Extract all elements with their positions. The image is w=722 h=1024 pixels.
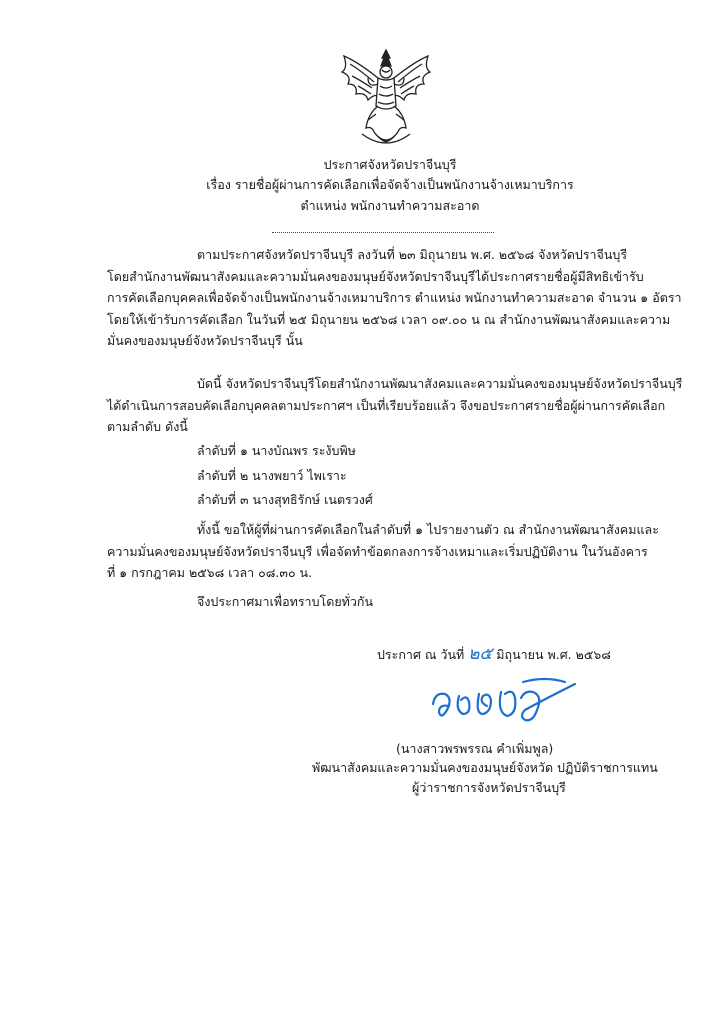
paragraph-line: โดยให้เข้ารับการคัดเลือก ในวันที่ ๒๕ มิถุนายน ๒๕๖๘ เวลา ๐๙.๐๐ น ณ สำนักงานพัฒนาสังคมและความ: [107, 311, 671, 327]
paragraph-line: ตามประกาศจังหวัดปราจีนบุรี ลงวันที่ ๒๓ มิถุนายน พ.ศ. ๒๕๖๘ จังหวัดปราจีนบุรี: [197, 247, 628, 262]
announcement-title: ประกาศจังหวัดปราจีนบุรี: [323, 157, 457, 172]
paragraph-1: [107, 244, 682, 352]
announcement-date: [377, 645, 611, 664]
paragraph-line: ได้ดำเนินการสอบคัดเลือกบุคคลตามประกาศฯ เป็นที่เรียบร้อยแล้ว จึงขอประกาศรายชื่อผู้ผ่านการคัดเลือก: [107, 397, 666, 413]
header-divider: [272, 232, 494, 233]
signer-role: ผู้ว่าราชการจังหวัดปราจีนบุรี: [412, 780, 566, 795]
garuda-emblem-icon: [338, 48, 434, 150]
paragraph-line: ทั้งนี้ ขอให้ผู้ที่ผ่านการคัดเลือกในลำดับที่ ๑ ไปรายงานตัว ณ สำนักงานพัฒนาสังคมและ: [197, 522, 659, 537]
paragraph-line: โดยสำนักงานพัฒนาสังคมและความมั่นคงของมนุษย์จังหวัดปราจีนบุรีได้ประกาศรายชื่อผู้มีสิทธิเข้ารับ: [107, 268, 644, 284]
date-prefix: ประกาศ ณ วันที่: [377, 647, 465, 662]
paragraph-line: การคัดเลือกบุคคลเพื่อจัดจ้างเป็นพนักงานจ้างเหมาบริการ ตำแหน่ง พนักงานทำความสะอาด จำนวน ๑ อัตรา: [107, 290, 682, 305]
paragraph-line: ที่ ๑ กรกฎาคม ๒๕๖๘ เวลา ๐๘.๓๐ น.: [107, 565, 313, 580]
paragraph-3: [107, 519, 659, 584]
date-suffix: มิถุนายน พ.ศ. ๒๕๖๘: [496, 647, 611, 662]
signer-title: พัฒนาสังคมและความมั่นคงของมนุษย์จังหวัด ปฏิบัติราชการแทน: [312, 760, 658, 775]
announcement-position: ตำแหน่ง พนักงานทำความสะอาด: [300, 198, 480, 213]
ranked-list-item: ลำดับที่ ๑ นางบัณพร ระงับพิษ: [197, 443, 356, 458]
ranked-list-item: ลำดับที่ ๓ นางสุทธิรักษ์ เนตรวงศ์: [197, 492, 373, 507]
closing-statement: จึงประกาศมาเพื่อทราบโดยทั่วกัน: [197, 594, 374, 609]
signer-name: (นางสาวพรพรรณ คำเพิ่มพูล): [396, 741, 554, 756]
paragraph-line: มั่นคงของมนุษย์จังหวัดปราจีนบุรี นั้น: [107, 333, 303, 348]
paragraph-line: บัดนี้ จังหวัดปราจีนบุรีโดยสำนักงานพัฒนาสังคมและความมั่นคงของมนุษย์จังหวัดปราจีนบุรี: [197, 376, 683, 391]
paragraph-line: ความมั่นคงของมนุษย์จังหวัดปราจีนบุรี เพื่อจัดทำข้อตกลงการจ้างเหมาและเริ่มปฏิบัติงาน ในวันอังคาร: [107, 543, 648, 559]
paragraph-2: [107, 373, 683, 438]
paragraph-line: ตามลำดับ ดังนี้: [107, 419, 188, 434]
ranked-list-item: ลำดับที่ ๒ นางพยาว์ ไพเราะ: [197, 468, 347, 483]
handwritten-signature: [425, 670, 605, 740]
date-day-handwritten: ๒๕: [468, 644, 493, 664]
announcement-subject: เรื่อง รายชื่อผู้ผ่านการคัดเลือกเพื่อจัดจ้างเป็นพนักงานจ้างเหมาบริการ: [206, 177, 574, 192]
